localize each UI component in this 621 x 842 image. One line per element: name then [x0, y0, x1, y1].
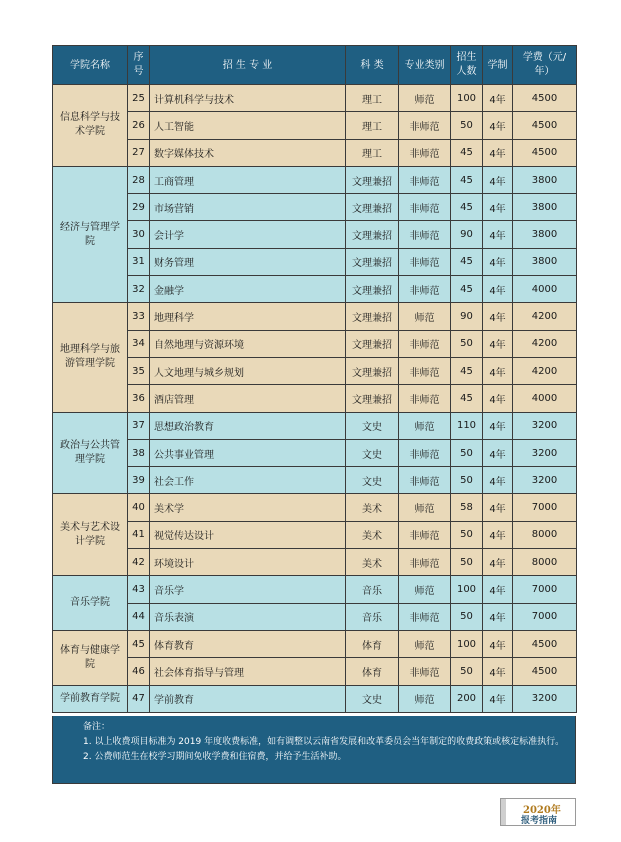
table-row [53, 549, 577, 576]
duration-cell: 4年 [483, 603, 513, 630]
seq-cell: 33 [128, 303, 150, 330]
seq-cell: 44 [128, 603, 150, 630]
major-cell: 数字媒体技术 [150, 139, 346, 166]
type-cell: 师范 [399, 685, 451, 712]
seq-cell: 25 [128, 85, 150, 112]
category-cell: 文史 [346, 412, 399, 439]
enroll-cell: 50 [451, 112, 483, 139]
type-cell: 非师范 [399, 549, 451, 576]
type-cell: 非师范 [399, 385, 451, 412]
fee-cell: 7000 [513, 603, 577, 630]
category-cell: 文理兼招 [346, 276, 399, 303]
category-cell: 美术 [346, 521, 399, 548]
enroll-cell: 45 [451, 385, 483, 412]
table-row [53, 166, 577, 193]
duration-cell: 4年 [483, 221, 513, 248]
header-enroll-text: 招生人数 [456, 52, 477, 77]
table-header-row [53, 46, 577, 85]
seq-cell: 30 [128, 221, 150, 248]
duration-cell: 4年 [483, 576, 513, 603]
fee-cell: 3200 [513, 467, 577, 494]
header-fee [513, 46, 577, 85]
duration-cell: 4年 [483, 194, 513, 221]
table-row [53, 685, 577, 712]
duration-cell: 4年 [483, 248, 513, 275]
badge-label: 报考指南 [521, 816, 558, 826]
type-cell: 师范 [399, 412, 451, 439]
duration-cell: 4年 [483, 385, 513, 412]
category-cell: 理工 [346, 85, 399, 112]
notes-line-2: 2. 公费师范生在校学习期间免收学费和住宿费，并给予生活补助。 [83, 752, 347, 762]
major-cell: 音乐学 [150, 576, 346, 603]
duration-cell: 4年 [483, 521, 513, 548]
enroll-cell: 100 [451, 576, 483, 603]
seq-cell: 40 [128, 494, 150, 521]
college-name-cell: 经济与管理学院 [53, 166, 128, 302]
category-cell: 文理兼招 [346, 330, 399, 357]
major-cell: 市场营销 [150, 194, 346, 221]
major-cell: 自然地理与资源环境 [150, 330, 346, 357]
category-cell: 体育 [346, 658, 399, 685]
major-cell: 环境设计 [150, 549, 346, 576]
table-row [53, 112, 577, 139]
major-cell: 工商管理 [150, 166, 346, 193]
header-major: 招 生 专 业 [150, 46, 346, 85]
duration-cell: 4年 [483, 330, 513, 357]
major-cell: 思想政治教育 [150, 412, 346, 439]
seq-cell: 46 [128, 658, 150, 685]
major-cell: 计算机科学与技术 [150, 85, 346, 112]
category-cell: 体育 [346, 630, 399, 657]
seq-cell: 26 [128, 112, 150, 139]
type-cell: 非师范 [399, 139, 451, 166]
duration-cell: 4年 [483, 139, 513, 166]
notes-title: 备注： [83, 722, 111, 732]
duration-cell: 4年 [483, 467, 513, 494]
seq-cell: 39 [128, 467, 150, 494]
enroll-cell: 50 [451, 658, 483, 685]
duration-cell: 4年 [483, 357, 513, 384]
table-row [53, 521, 577, 548]
seq-cell: 45 [128, 630, 150, 657]
table-row [53, 303, 577, 330]
notes-line-1: 1. 以上收费项目标准为 2019 年度收费标准，如有调整以云南省发展和改革委员会当年制定的收费政策或核定标准执行。 [83, 737, 565, 747]
seq-cell: 29 [128, 194, 150, 221]
badge-year: 2020年 [523, 805, 561, 816]
enroll-cell: 50 [451, 549, 483, 576]
type-cell: 非师范 [399, 248, 451, 275]
seq-cell: 36 [128, 385, 150, 412]
seq-cell: 37 [128, 412, 150, 439]
table-row [53, 139, 577, 166]
fee-cell: 4500 [513, 85, 577, 112]
fee-cell: 3800 [513, 194, 577, 221]
table-row [53, 658, 577, 685]
fee-cell: 7000 [513, 494, 577, 521]
major-cell: 社会工作 [150, 467, 346, 494]
enroll-cell: 58 [451, 494, 483, 521]
seq-cell: 34 [128, 330, 150, 357]
enroll-cell: 50 [451, 603, 483, 630]
college-name-cell: 音乐学院 [53, 576, 128, 631]
duration-cell: 4年 [483, 630, 513, 657]
header-type: 专业类别 [399, 46, 451, 85]
category-cell: 文理兼招 [346, 194, 399, 221]
major-cell: 人文地理与城乡规划 [150, 357, 346, 384]
duration-cell: 4年 [483, 303, 513, 330]
seq-cell: 27 [128, 139, 150, 166]
header-fee-text: 学费（元/年） [522, 52, 567, 77]
seq-cell: 41 [128, 521, 150, 548]
fee-cell: 4200 [513, 357, 577, 384]
category-cell: 美术 [346, 549, 399, 576]
fee-cell: 3800 [513, 166, 577, 193]
major-cell: 音乐表演 [150, 603, 346, 630]
type-cell: 师范 [399, 303, 451, 330]
type-cell: 非师范 [399, 357, 451, 384]
major-cell: 地理科学 [150, 303, 346, 330]
enroll-cell: 50 [451, 521, 483, 548]
duration-cell: 4年 [483, 85, 513, 112]
category-cell: 理工 [346, 139, 399, 166]
header-seq-text: 序号 [133, 52, 144, 77]
fee-cell: 4500 [513, 112, 577, 139]
table-row [53, 494, 577, 521]
duration-cell: 4年 [483, 276, 513, 303]
category-cell: 文史 [346, 685, 399, 712]
fee-cell: 3200 [513, 439, 577, 466]
table-row [53, 85, 577, 112]
fee-cell: 4200 [513, 303, 577, 330]
category-cell: 文史 [346, 467, 399, 494]
major-cell: 人工智能 [150, 112, 346, 139]
duration-cell: 4年 [483, 166, 513, 193]
enroll-cell: 200 [451, 685, 483, 712]
table-row [53, 630, 577, 657]
type-cell: 非师范 [399, 194, 451, 221]
college-name-cell: 政治与公共管理学院 [53, 412, 128, 494]
major-cell: 财务管理 [150, 248, 346, 275]
major-cell: 酒店管理 [150, 385, 346, 412]
table-row [53, 603, 577, 630]
table-row [53, 385, 577, 412]
enroll-cell: 90 [451, 221, 483, 248]
major-cell: 会计学 [150, 221, 346, 248]
header-enroll [451, 46, 483, 85]
table-row [53, 412, 577, 439]
major-cell: 社会体育指导与管理 [150, 658, 346, 685]
major-cell: 学前教育 [150, 685, 346, 712]
college-name-cell: 信息科学与技术学院 [53, 85, 128, 167]
fee-cell: 3200 [513, 412, 577, 439]
enroll-cell: 50 [451, 439, 483, 466]
enroll-cell: 45 [451, 357, 483, 384]
enroll-cell: 45 [451, 194, 483, 221]
seq-cell: 28 [128, 166, 150, 193]
fee-cell: 3800 [513, 248, 577, 275]
category-cell: 美术 [346, 494, 399, 521]
category-cell: 文理兼招 [346, 385, 399, 412]
category-cell: 音乐 [346, 603, 399, 630]
college-name-cell: 学前教育学院 [53, 685, 128, 712]
type-cell: 非师范 [399, 467, 451, 494]
seq-cell: 31 [128, 248, 150, 275]
table-body [53, 85, 577, 713]
type-cell: 非师范 [399, 330, 451, 357]
table-row [53, 194, 577, 221]
type-cell: 非师范 [399, 439, 451, 466]
enroll-cell: 100 [451, 630, 483, 657]
major-cell: 公共事业管理 [150, 439, 346, 466]
type-cell: 非师范 [399, 603, 451, 630]
duration-cell: 4年 [483, 658, 513, 685]
table-row [53, 576, 577, 603]
type-cell: 非师范 [399, 276, 451, 303]
major-cell: 美术学 [150, 494, 346, 521]
duration-cell: 4年 [483, 412, 513, 439]
type-cell: 非师范 [399, 112, 451, 139]
type-cell: 非师范 [399, 521, 451, 548]
duration-cell: 4年 [483, 549, 513, 576]
seq-cell: 43 [128, 576, 150, 603]
category-cell: 文理兼招 [346, 248, 399, 275]
table-row [53, 276, 577, 303]
fee-cell: 4200 [513, 330, 577, 357]
type-cell: 师范 [399, 576, 451, 603]
major-cell: 视觉传达设计 [150, 521, 346, 548]
fee-cell: 4500 [513, 139, 577, 166]
table-row [53, 467, 577, 494]
college-name-cell: 体育与健康学院 [53, 630, 128, 685]
guide-badge-logo [500, 798, 576, 826]
enroll-cell: 45 [451, 248, 483, 275]
fee-cell: 3200 [513, 685, 577, 712]
duration-cell: 4年 [483, 494, 513, 521]
college-name-cell: 美术与艺术设计学院 [53, 494, 128, 576]
type-cell: 非师范 [399, 658, 451, 685]
college-name-cell: 地理科学与旅游管理学院 [53, 303, 128, 412]
fee-cell: 8000 [513, 521, 577, 548]
seq-cell: 35 [128, 357, 150, 384]
category-cell: 音乐 [346, 576, 399, 603]
type-cell: 非师范 [399, 166, 451, 193]
category-cell: 文理兼招 [346, 303, 399, 330]
enroll-cell: 45 [451, 166, 483, 193]
badge-bar [501, 799, 506, 825]
fee-cell: 4500 [513, 658, 577, 685]
fee-cell: 4000 [513, 276, 577, 303]
enroll-cell: 110 [451, 412, 483, 439]
header-duration: 学制 [483, 46, 513, 85]
duration-cell: 4年 [483, 112, 513, 139]
table-row [53, 248, 577, 275]
duration-cell: 4年 [483, 685, 513, 712]
enroll-cell: 45 [451, 276, 483, 303]
category-cell: 理工 [346, 112, 399, 139]
major-cell: 金融学 [150, 276, 346, 303]
header-seq [128, 46, 150, 85]
fee-cell: 3800 [513, 221, 577, 248]
duration-cell: 4年 [483, 439, 513, 466]
fee-cell: 8000 [513, 549, 577, 576]
category-cell: 文理兼招 [346, 357, 399, 384]
seq-cell: 47 [128, 685, 150, 712]
table-row [53, 439, 577, 466]
table-row [53, 221, 577, 248]
table-row [53, 357, 577, 384]
notes-box [52, 716, 576, 784]
enroll-cell: 45 [451, 139, 483, 166]
header-college: 学院名称 [53, 46, 128, 85]
enroll-cell: 90 [451, 303, 483, 330]
category-cell: 文理兼招 [346, 166, 399, 193]
tuition-fee-table [52, 45, 577, 713]
fee-cell: 4000 [513, 385, 577, 412]
table-row [53, 330, 577, 357]
enroll-cell: 100 [451, 85, 483, 112]
seq-cell: 42 [128, 549, 150, 576]
header-category: 科 类 [346, 46, 399, 85]
type-cell: 师范 [399, 630, 451, 657]
category-cell: 文史 [346, 439, 399, 466]
major-cell: 体育教育 [150, 630, 346, 657]
seq-cell: 38 [128, 439, 150, 466]
fee-cell: 4500 [513, 630, 577, 657]
enroll-cell: 50 [451, 467, 483, 494]
fee-cell: 7000 [513, 576, 577, 603]
type-cell: 非师范 [399, 221, 451, 248]
seq-cell: 32 [128, 276, 150, 303]
type-cell: 师范 [399, 85, 451, 112]
category-cell: 文理兼招 [346, 221, 399, 248]
type-cell: 师范 [399, 494, 451, 521]
enroll-cell: 50 [451, 330, 483, 357]
